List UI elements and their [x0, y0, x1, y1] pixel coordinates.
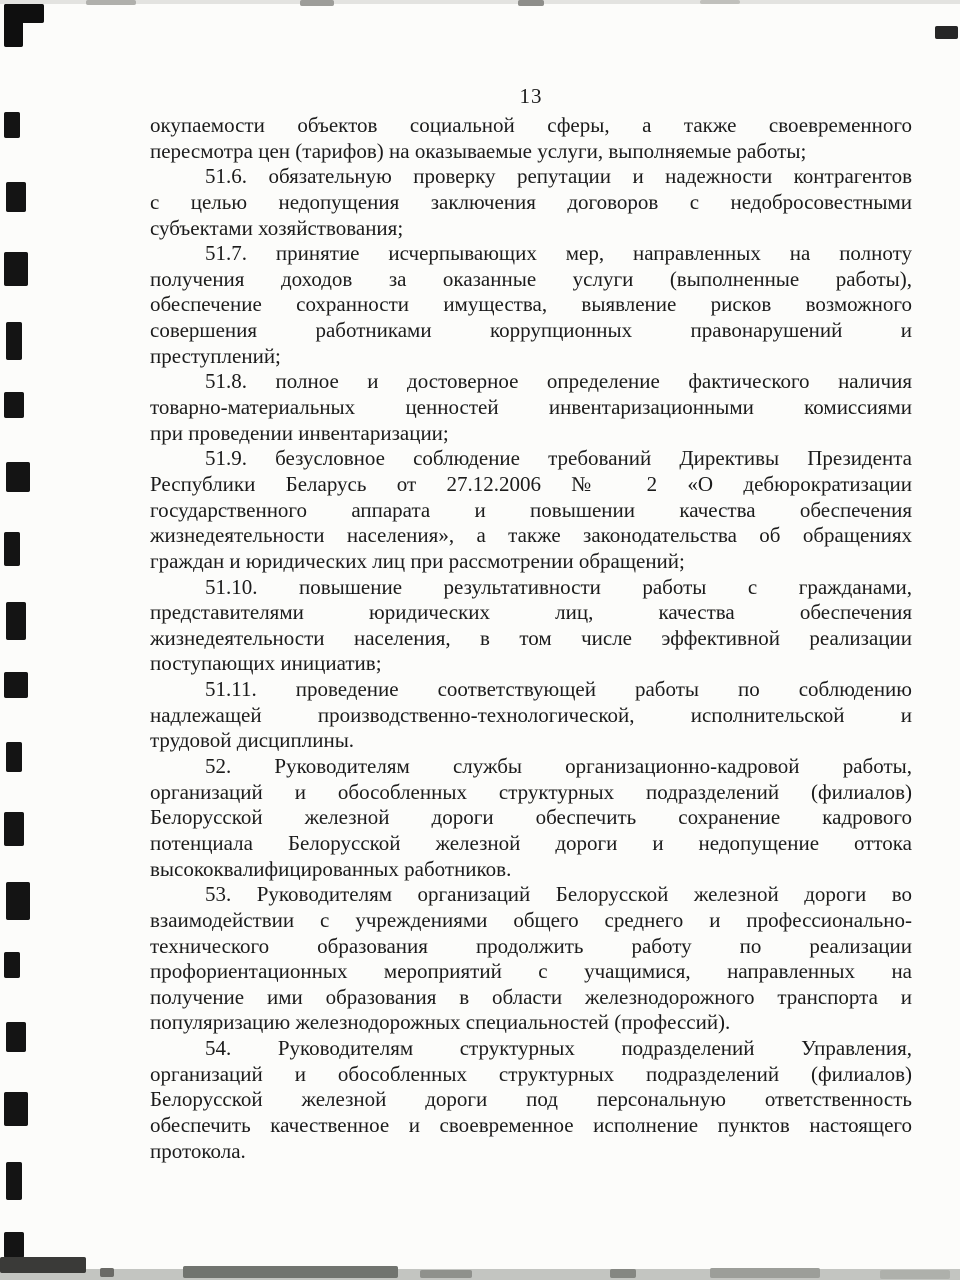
scan-edge-mark — [4, 952, 20, 978]
scan-edge-mark — [4, 672, 28, 698]
text-line: 54. Руководителям структурных подразделений Управления, — [205, 1036, 912, 1061]
text-line: 51.7. принятие исчерпывающих мер, направленных на полноту — [205, 241, 912, 266]
paragraph — [150, 1036, 912, 1164]
scan-corner-mark — [4, 4, 23, 47]
page-content — [150, 113, 912, 1164]
paragraph — [150, 882, 912, 1036]
text-line: совершения работниками коррупционных правонарушений и — [150, 318, 912, 343]
scan-edge-mark — [6, 602, 26, 640]
scan-smudge — [100, 1268, 114, 1277]
scan-edge-mark — [935, 26, 958, 39]
text-line: 51.10. повышение результативности работы с гражданами, — [205, 574, 912, 599]
scan-smudge — [86, 0, 136, 5]
paragraph — [150, 446, 912, 574]
paragraph — [150, 164, 912, 241]
text-line: организаций и обособленных структурных подразделений (филиалов) — [150, 779, 912, 804]
scan-edge-mark — [6, 742, 22, 772]
text-line: 51.6. обязательную проверку репутации и надежности контрагентов — [205, 164, 912, 189]
text-line: Белорусской железной дороги под персональную ответственность — [150, 1087, 912, 1112]
scan-smudge — [710, 1268, 820, 1278]
text-line: высококвалифицированных работников. — [150, 856, 512, 881]
text-line: получения доходов за оказанные услуги (выполненные работы), — [150, 266, 912, 291]
paragraph — [150, 241, 912, 369]
scan-smudge — [0, 1257, 86, 1273]
page-number: 13 — [519, 84, 543, 108]
scan-smudge — [700, 0, 740, 4]
paragraph — [150, 575, 912, 678]
text-line: взаимодействии с учреждениями общего среднего и профессионально- — [150, 907, 912, 932]
text-line: жизнедеятельности населения», а также законодательства об обращениях — [150, 523, 912, 548]
scan-corner-mark — [4, 4, 44, 23]
scan-edge-mark — [6, 322, 22, 360]
paragraph — [150, 677, 912, 754]
text-line: жизнедеятельности населения, в том числе эффективной реализации — [150, 625, 912, 650]
scan-edge-mark — [4, 1232, 24, 1258]
text-line: граждан и юридических лиц при рассмотрении обращений; — [150, 548, 685, 573]
scan-edge-mark — [6, 1162, 22, 1200]
scan-edge-mark — [6, 462, 30, 492]
scan-edge-mark — [4, 532, 20, 566]
text-line: товарно-материальных ценностей инвентаризационными комиссиями — [150, 395, 912, 420]
scan-edge-mark — [4, 112, 20, 138]
text-line: потенциала Белорусской железной дороги и недопущение оттока — [150, 830, 912, 855]
text-line: протокола. — [150, 1138, 246, 1163]
scan-smudge — [300, 0, 334, 6]
scan-edge-mark — [4, 252, 28, 286]
text-line: обеспечение сохранности имущества, выявление рисков возможного — [150, 292, 912, 317]
text-line: при проведении инвентаризации; — [150, 420, 449, 445]
paragraph — [150, 754, 912, 882]
paragraph — [150, 113, 912, 164]
scan-smudge — [880, 1270, 950, 1279]
text-line: 53. Руководителям организаций Белорусской железной дороги во — [205, 882, 912, 907]
scan-edge-mark — [4, 392, 24, 418]
scan-smudge — [420, 1270, 472, 1278]
text-line: технического образования продолжить работу по реализации — [150, 933, 912, 958]
scan-smudge — [610, 1269, 636, 1278]
text-line: Республики Беларусь от 27.12.2006 № 2 «О дебюрократизации — [150, 471, 912, 496]
text-line: поступающих инициатив; — [150, 651, 382, 676]
text-line: 51.8. полное и достоверное определение фактического наличия — [205, 369, 912, 394]
scan-edge-mark — [6, 1022, 26, 1052]
text-line: профориентационных мероприятий с учащимися, направленных на — [150, 959, 912, 984]
text-line: популяризацию железнодорожных специальностей (профессий). — [150, 1010, 731, 1035]
text-line: представителями юридических лиц, качества обеспечения — [150, 600, 912, 625]
text-line: трудовой дисциплины. — [150, 728, 355, 753]
text-line: окупаемости объектов социальной сферы, а также своевременного — [150, 113, 912, 137]
scan-bottom-edge-band — [0, 1269, 960, 1280]
scan-edge-mark — [6, 882, 30, 920]
text-line: организаций и обособленных структурных подразделений (филиалов) — [150, 1061, 912, 1086]
scan-edge-mark — [4, 1092, 28, 1126]
text-line: 52. Руководителям службы организационно-кадровой работы, — [205, 754, 912, 779]
text-line: преступлений; — [150, 343, 281, 368]
text-line: обеспечить качественное и своевременное исполнение пунктов настоящего — [150, 1112, 912, 1137]
text-line: с целью недопущения заключения договоров с недобросовестными — [150, 189, 912, 214]
text-line: получение ими образования в области железнодорожного транспорта и — [150, 984, 912, 1009]
text-line: 51.11. проведение соответствующей работы по соблюдению — [205, 677, 912, 702]
text-line: субъектами хозяйствования; — [150, 215, 404, 240]
scan-top-edge-band — [0, 0, 960, 4]
scan-smudge — [518, 0, 544, 6]
paragraph — [150, 369, 912, 446]
text-line: надлежащей производственно-технологической, исполнительской и — [150, 702, 912, 727]
text-line: государственного аппарата и повышении качества обеспечения — [150, 497, 912, 522]
scan-edge-mark — [6, 182, 26, 212]
text-line: пересмотра цен (тарифов) на оказываемые услуги, выполняемые работы; — [150, 138, 807, 163]
scan-smudge — [183, 1266, 398, 1278]
text-line: 51.9. безусловное соблюдение требований Директивы Президента — [205, 446, 912, 471]
text-line: Белорусской железной дороги обеспечить сохранение кадрового — [150, 805, 912, 830]
scan-edge-mark — [4, 812, 24, 846]
